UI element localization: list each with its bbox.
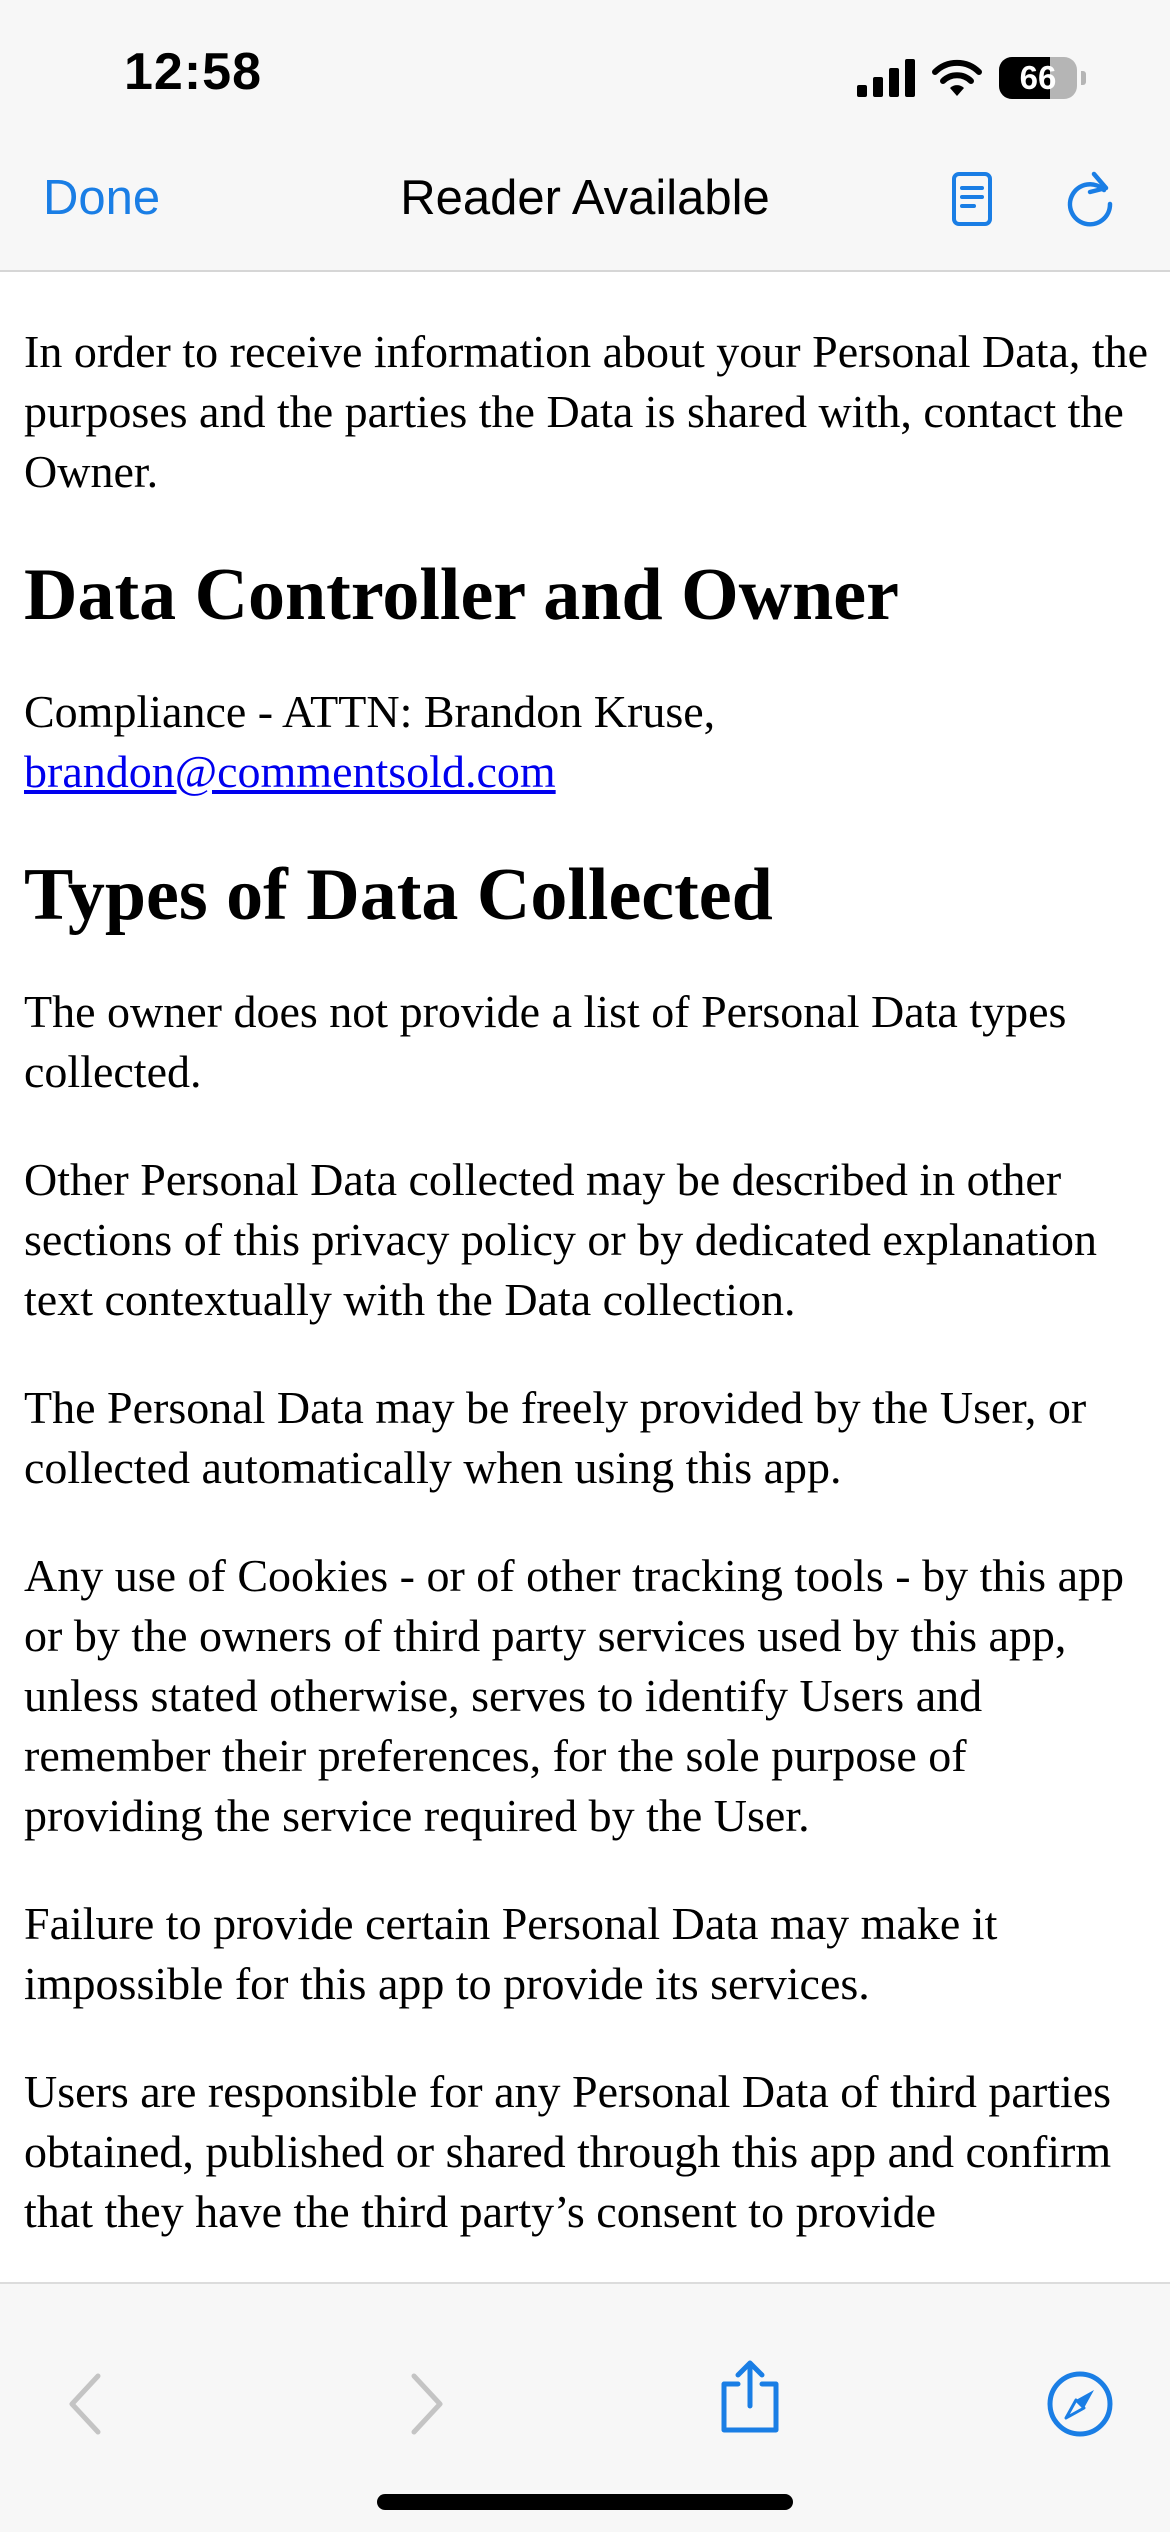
status-bar (0, 0, 1170, 150)
status-time: 12:58 (124, 43, 262, 101)
owner-contact-paragraph (24, 682, 1154, 802)
share-icon[interactable] (710, 2356, 790, 2436)
paragraph: Failure to provide certain Personal Data may make it impossible for this app to provide its services. (24, 1898, 998, 2009)
paragraph: The owner does not provide a list of Personal Data types collected. (24, 986, 1067, 1097)
bottom-toolbar (0, 2282, 1170, 2532)
home-indicator (377, 2494, 793, 2510)
nav-bar (0, 150, 1170, 272)
owner-heading: Data Controller and Owner (24, 554, 899, 636)
reload-icon[interactable] (1058, 168, 1122, 232)
page-title: Reader Available (400, 171, 770, 225)
paragraph: Other Personal Data collected may be described in other sections of this privacy policy or by dedicated explanation text contextually with the Data collection. (24, 1154, 1098, 1325)
paragraph: Users are responsible for any Personal Data of third parties obtained, published or shared through this app and confirm that they have the third party’s consent to provide (24, 2066, 1112, 2237)
cellular-signal-icon (857, 59, 915, 97)
battery-cap (1081, 71, 1086, 85)
types-heading: Types of Data Collected (24, 854, 773, 936)
safari-compass-icon[interactable] (1040, 2364, 1120, 2444)
battery-level: 66 (1019, 59, 1057, 96)
done-button[interactable]: Done (43, 171, 161, 225)
back-icon[interactable] (48, 2364, 128, 2444)
wifi-icon (931, 58, 983, 98)
intro-paragraph: In order to receive information about your Personal Data, the purposes and the parties the Data is shared with, contact the Owner. (24, 326, 1149, 497)
paragraph: Any use of Cookies - or of other tracking tools - by this app or by the owners of third party services used by this app, unless stated otherwise, serves to identify Users and remember their preferences, for the sole purpose of providing the service required by the User. (24, 1550, 1124, 1841)
reader-icon[interactable] (940, 168, 1004, 232)
paragraph: The Personal Data may be freely provided by the User, or collected automatically when using this app. (24, 1382, 1087, 1493)
forward-icon[interactable] (384, 2364, 464, 2444)
battery-icon (999, 57, 1077, 99)
owner-email-link[interactable]: brandon@commentsold.com (24, 746, 556, 797)
status-icons (857, 50, 1086, 106)
owner-contact: Compliance - ATTN: Brandon Kruse, (24, 686, 716, 737)
article-content (24, 272, 1154, 2282)
